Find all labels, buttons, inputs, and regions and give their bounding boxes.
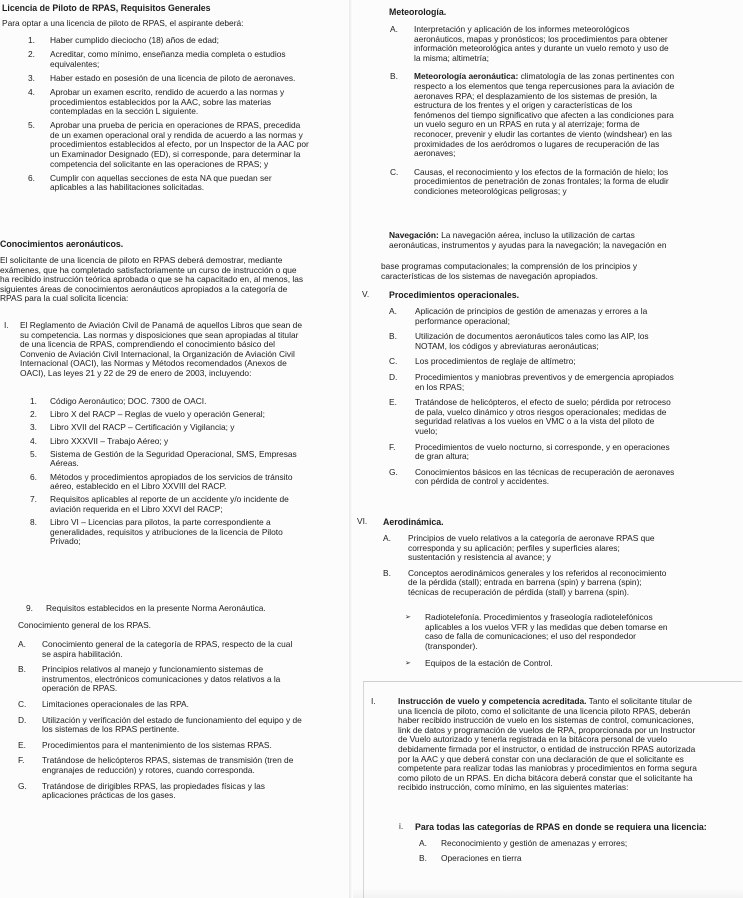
regulation-number: 7. xyxy=(30,494,37,505)
category-number: i. xyxy=(399,821,404,831)
meteo-item-line: Causas, el reconocimiento y los efectos de la formación de hielo; los xyxy=(414,166,669,177)
meteo-item-line: la misma; altimetría; xyxy=(414,52,489,63)
category-item-line: Reconocimiento y gestión de amenazas y errores; xyxy=(441,838,628,848)
meteo-item-line: condiciones meteorológicas peligrosas; y xyxy=(414,186,567,196)
knowledge-heading: Conocimientos aeronáuticos. xyxy=(0,239,124,249)
general-item-line: los sistemas de los RPAS pertinente. xyxy=(42,724,180,735)
ops-item-line: Conocimientos básicos en las técnicas de recuperación de aeronaves xyxy=(415,466,675,477)
navigation-lead-text: La navegación aérea, incluso la utilización de cartas xyxy=(438,230,635,240)
regulation-number: 2. xyxy=(30,409,37,420)
ops-item-number: B. xyxy=(389,331,397,342)
knowledge-intro-line: ha recibido instrucción teórica aprobada o que se ha capacitado en, al menos, las xyxy=(0,274,304,285)
requirement-number: 3. xyxy=(28,72,35,83)
meteo-item-line: procedimientos de penetración de zonas frontales; la forma de eludir xyxy=(414,176,669,187)
general-heading: Conocimiento general de los RPAS. xyxy=(18,620,151,630)
meteo-item-line: fenómenos del tiempo significativo que afecten a las condiciones para xyxy=(414,109,674,120)
regulation-line: Privado; xyxy=(50,536,81,547)
ops-item-line: de pala, vuelco dinámico y otros riesgos operacionales; medidas de xyxy=(415,406,667,417)
instruction-line: recibido instrucción, como mínimo, en las siguientes materias: xyxy=(398,782,629,793)
category-heading: Para todas las categorías de RPAS en donde se requiera una licencia: xyxy=(415,822,707,832)
requirement-line: procedimientos establecidos al efecto, por un Inspector de la AAC por xyxy=(50,139,309,150)
requirement-line: competencia del solicitante en las operaciones de RPAS; y xyxy=(50,158,269,169)
requirement-number: 2. xyxy=(28,49,35,60)
aero-item-line: técnicas de recuperación de pérdida (stall) y barrena (spin). xyxy=(408,587,630,597)
requirement-number: 1. xyxy=(28,35,35,45)
requirement-line: procedimientos establecidos por la AAC, sobre las materias xyxy=(50,96,272,107)
general-item-number: D. xyxy=(18,714,27,725)
scan-shadow xyxy=(353,888,743,898)
aero-bullet-line: (transponder). xyxy=(425,640,478,651)
regulation-line: Libro XVII del RACP – Certificación y Vigilancia; y xyxy=(50,422,235,433)
ops-item-line: seguridad relativas a los vuelos en VMC o a la vista del piloto de xyxy=(415,416,655,427)
intro-text: Para optar a una licencia de piloto de RPAS, el aspirante deberá: xyxy=(2,18,244,28)
regulation-line: Código Aeronáutico; DOC. 7300 de OACI. xyxy=(50,396,207,406)
regulation-number: 1. xyxy=(30,396,37,406)
meteo-item-line: un vuelo seguro en un RPAS en ruta y al aterrizaje; forma de xyxy=(414,119,640,130)
general-item-line: instrumentos, electrónicos comunicaciones y datos relativos a la xyxy=(42,673,281,684)
aero-item-line: sustentación y resistencia al avance; y xyxy=(408,552,551,563)
aero-bullet-line: Equipos de la estación de Control. xyxy=(425,658,553,669)
knowledge-intro-line: El solicitante de una licencia de piloto en RPAS deberá demostrar, mediante xyxy=(0,255,283,265)
general-item-line: Principios relativos al manejo y funcionamiento sistemas de xyxy=(42,664,264,675)
section-v-number: V. xyxy=(362,289,370,299)
regulation-number: 6. xyxy=(30,471,37,482)
meteo-item-line: información meteorológica antes y durante un vuelo remoto y uso de xyxy=(414,43,669,54)
general-item-line: Tratándose de dirigibles RPAS, las propiedades físicas y las xyxy=(42,780,265,791)
requirement-line: Aprobar un examen escrito, rendido de acuerdo a las normas y xyxy=(50,86,285,97)
meteo-item-line: proximidades de los aeródromos o lugares de recuperación de las xyxy=(414,138,660,149)
section-i-line: Convenio de Aviación Civil Internacional, la Organización de Aviación Civil xyxy=(20,348,295,359)
regulation-number: 4. xyxy=(30,435,37,446)
general-item-number: A. xyxy=(18,639,26,649)
ops-item-line: Tratándose de helicópteros, el efecto de suelo; pérdida por retroceso xyxy=(415,397,671,408)
aero-item-line: de la pérdida (stall); entrada en barrena (spin) y barrena (spin); xyxy=(408,577,642,588)
requirement-line: Cumplir con aquellas secciones de esta NA que puedan ser xyxy=(50,172,272,183)
requirement-line: contempladas en la sección L siguiente. xyxy=(50,106,199,117)
general-item-number: G. xyxy=(18,780,27,791)
aero-bullet-line: aplicables a los vuelos VFR y las medidas que deben tomarse en xyxy=(425,621,668,632)
ops-item-line: con pérdida de control y accidentes. xyxy=(415,476,550,487)
general-item-number: C. xyxy=(18,699,27,709)
requirement-line: Acreditar, como mínimo, enseñanza media completa o estudios xyxy=(50,49,286,60)
ops-item-line: Los procedimientos de reglaje de altímetro; xyxy=(415,356,576,367)
instruction-line: competente para realizar todas las maniobras y procedimientos en forma segura xyxy=(398,763,697,774)
ops-item-number: G. xyxy=(389,466,398,477)
ops-item-number: D. xyxy=(389,372,398,382)
regulation-line: aviación requerida en el Libro XXVI del RACP; xyxy=(50,504,223,514)
regulation-line: aéreo, establecido en el Libro XXVIII del RACP. xyxy=(50,481,227,492)
category-item-line: Operaciones en tierra xyxy=(441,852,522,863)
instruction-line: haber recibido instrucción de vuelo en los sistemas de control, comunicaciones, xyxy=(398,715,694,726)
aero-item-number: A. xyxy=(383,533,391,543)
category-item-number: B. xyxy=(419,852,427,863)
instruction-lead-text: Tanto el solicitante titular de xyxy=(586,696,693,706)
regulation-line: Libro X del RACP – Reglas de vuelo y operación General; xyxy=(50,409,265,420)
instruction-line: link de datos y programación de vuelos de RPA, proporcionada por un Instructor xyxy=(398,724,696,735)
navigation-line: aeronáuticas, instrumentos y ayudas para la navegación; la navegación en xyxy=(389,239,667,250)
regulation-line: Requisitos aplicables al reporte de un accidente y/o incidente de xyxy=(50,494,289,505)
meteo-item-line: aeronáuticos, mapas y pronósticos; los procedimientos para obtener xyxy=(414,33,668,44)
aero-bullet-line: caso de falla de comunicaciones; el uso del respondedor xyxy=(425,631,636,642)
meteo-item-bold-lead: Meteorología aeronáutica: xyxy=(414,71,519,82)
instruction-line: como piloto de un RPAS. En dicha bitácora deberá constar que el solicitante ha xyxy=(398,772,693,783)
instruction-line: de Vuelo autorizado y tenerla registrada en la bitácora personal de vuelo xyxy=(398,734,668,745)
ops-item-line: de gran altura; xyxy=(415,451,470,462)
requirement-line: Haber estado en posesión de una licencia de piloto de aeronaves. xyxy=(50,72,296,83)
ops-item-number: F. xyxy=(389,441,396,452)
instruction-line: por la AAC y que deberá constar con una declaración de que el solicitante es xyxy=(398,753,684,764)
arrow-bullet-icon: ➢ xyxy=(405,660,411,668)
requirement-number: 4. xyxy=(28,86,35,97)
general-item-line: operación de RPAS. xyxy=(42,683,118,694)
regulation-number: 9. xyxy=(26,603,33,613)
general-item-line: engranajes de reducción) y rotores, cuando corresponda. xyxy=(42,765,255,775)
requirement-line: aplicables a las habilitaciones solicitadas. xyxy=(50,182,205,193)
section-v-heading: Procedimientos operacionales. xyxy=(389,290,520,300)
meteo-item-lead-text: climatología de las zonas pertinentes con xyxy=(518,71,675,82)
regulation-line: generalidades, requisitos y atribuciones de la licencia de Piloto xyxy=(50,526,283,537)
meteo-item-number: A. xyxy=(390,24,398,34)
regulation-number: 5. xyxy=(30,448,37,459)
regulation-line: Aéreas. xyxy=(50,458,79,469)
meteo-item-line: aeronaves; xyxy=(414,148,456,159)
ops-item-line: vuelo; xyxy=(415,426,438,436)
ops-item-number: E. xyxy=(389,397,397,408)
right-page xyxy=(353,0,743,898)
general-item-line: Limitaciones operacionales de las RPA. xyxy=(42,699,189,709)
section-vi-number: VI. xyxy=(357,516,368,526)
ops-item-number: A. xyxy=(389,306,397,316)
ops-item-line: NOTAM, los códigos y abreviaturas aeronáuticas; xyxy=(415,340,599,351)
general-item-line: Tratándose de helicópteros RPAS, sistemas de transmisión (tren de xyxy=(42,755,294,766)
aero-item-line: Conceptos aerodinámicos generales y los referidos al reconocimiento xyxy=(408,567,667,578)
ops-item-line: Utilización de documentos aeronáuticos tales como las AIP, los xyxy=(415,331,649,342)
instruction-number: I. xyxy=(371,696,376,706)
requirement-number: 6. xyxy=(28,172,35,183)
general-item-line: aplicaciones prácticas de los gases. xyxy=(42,790,176,801)
ops-item-line: en los RPAS; xyxy=(415,381,465,392)
instruction-bold-lead: Instrucción de vuelo y competencia acreditada. xyxy=(398,696,587,706)
regulation-line: Métodos y procedimientos apropiados de los servicios de tránsito xyxy=(50,471,293,482)
section-i-line: OACI), Las leyes 21 y 22 de 29 de enero de 2003, incluyendo: xyxy=(20,368,252,378)
aero-item-line: Principios de vuelo relativos a la categoría de aeronave RPAS que xyxy=(408,533,655,543)
requirement-line: un Examinador Designado (ED), si corresponde, para determinar la xyxy=(50,149,301,159)
meteo-heading: Meteorología. xyxy=(389,7,447,17)
general-item-number: F. xyxy=(18,755,25,766)
section-title: Licencia de Piloto de RPAS, Requisitos Generales xyxy=(2,3,211,13)
left-page xyxy=(0,0,350,898)
knowledge-intro-line: RPAS para la cual solicita licencia: xyxy=(0,293,129,304)
aero-item-number: B. xyxy=(383,567,391,578)
section-i-line: Internacional (OACI), las Normas y Métodos recomendados (Anexos de xyxy=(20,358,287,369)
instruction-line: debidamente firmada por el instructor, o entidad de instrucción RPAS autorizada xyxy=(398,744,696,754)
general-item-line: Utilización y verificación del estado de funcionamiento del equipo y de xyxy=(42,714,302,725)
section-i-number: I. xyxy=(4,320,9,330)
regulation-number: 8. xyxy=(30,517,37,528)
meteo-item-line: respecto a los elementos que tenga repercusiones para la aviación de xyxy=(414,81,675,91)
navigation-bold-lead: Navegación: xyxy=(389,230,439,240)
ops-item-line: performance operacional; xyxy=(415,315,510,326)
meteo-item-line: reconocer, prevenir y eludir las cortantes de viento (windshear) en las xyxy=(414,129,672,139)
ops-item-line: Procedimientos y maniobras preventivos y de emergencia apropiados xyxy=(415,372,674,382)
meteo-item-number: C. xyxy=(390,166,399,177)
regulation-number: 3. xyxy=(30,422,37,433)
section-vi-heading: Aerodinámica. xyxy=(383,517,444,527)
ops-item-line: Aplicación de principios de gestión de amenazas y errores a la xyxy=(415,306,648,316)
section-i-line: El Reglamento de Aviación Civil de Panamá de aquellos Libros que sean de xyxy=(20,320,302,330)
general-item-line: Conocimiento general de la categoría de RPAS, respecto de la cual xyxy=(42,639,293,649)
navigation-line: base programas computacionales; la comprensión de los principios y xyxy=(381,261,638,271)
general-item-number: B. xyxy=(18,664,26,675)
regulation-line: Libro XXXVII – Trabajo Aéreo; y xyxy=(50,435,169,446)
navigation-line: características de los sistemas de navegación apropiados. xyxy=(381,270,598,281)
requirement-line: de un examen operacional oral y rendida de acuerdo a las normas y xyxy=(50,129,303,140)
category-item-number: A. xyxy=(419,838,427,848)
regulation-line: Requisitos establecidos en la presente Norma Aeronáutica. xyxy=(46,603,266,613)
requirement-line: Haber cumplido dieciocho (18) años de edad; xyxy=(50,35,220,45)
requirement-number: 5. xyxy=(28,120,35,131)
meteo-item-number: B. xyxy=(390,71,398,82)
requirement-line: equivalentes; xyxy=(50,58,100,69)
aero-bullet-line: Radiotelefonía. Procedimientos y fraseología radiotelefónicos xyxy=(425,612,653,622)
aero-item-line: corresponda y su aplicación; perfiles y superficies alares; xyxy=(408,542,620,553)
requirement-line: Aprobar una prueba de pericia en operaciones de RPAS, precedida xyxy=(50,120,301,131)
regulation-line: Sistema de Gestión de la Seguridad Operacional, SMS, Empresas xyxy=(50,448,297,459)
ops-item-line: Procedimientos de vuelo nocturno, si corresponde, y en operaciones xyxy=(415,441,670,452)
knowledge-intro-line: exámenes, que ha completado satisfactoriamente un curso de instrucción o que xyxy=(0,264,297,275)
general-item-line: Procedimientos para el mantenimiento de los sistemas RPAS. xyxy=(42,739,272,750)
ops-item-number: C. xyxy=(389,356,398,367)
arrow-bullet-icon: ➢ xyxy=(405,614,411,621)
general-item-line: se aspira habilitación. xyxy=(42,648,123,659)
knowledge-intro-line: siguientes áreas de conocimientos aeronáuticos apropiados a la categoría de xyxy=(0,283,288,294)
general-item-number: E. xyxy=(18,739,26,750)
section-i-line: de una licencia de RPAS, comprendiendo el conocimiento básico del xyxy=(20,339,275,350)
instruction-line: una licencia de piloto, como el solicitante de una licencia piloto RPAS, deberán xyxy=(398,705,691,716)
meteo-item-line: aeronaves RPA; el desplazamiento de los sistemas de presión, la xyxy=(414,90,657,101)
meteo-item-line: estructura de los frentes y el origen y características de los xyxy=(414,100,633,111)
section-i-line: su competencia. Las normas y disposiciones que sean apropiadas al titular xyxy=(20,329,299,340)
meteo-item-line: Interpretación y aplicación de los informes meteorológicos xyxy=(414,24,630,34)
regulation-line: Libro VI – Licencias para pilotos, la parte correspondiente a xyxy=(50,517,271,528)
